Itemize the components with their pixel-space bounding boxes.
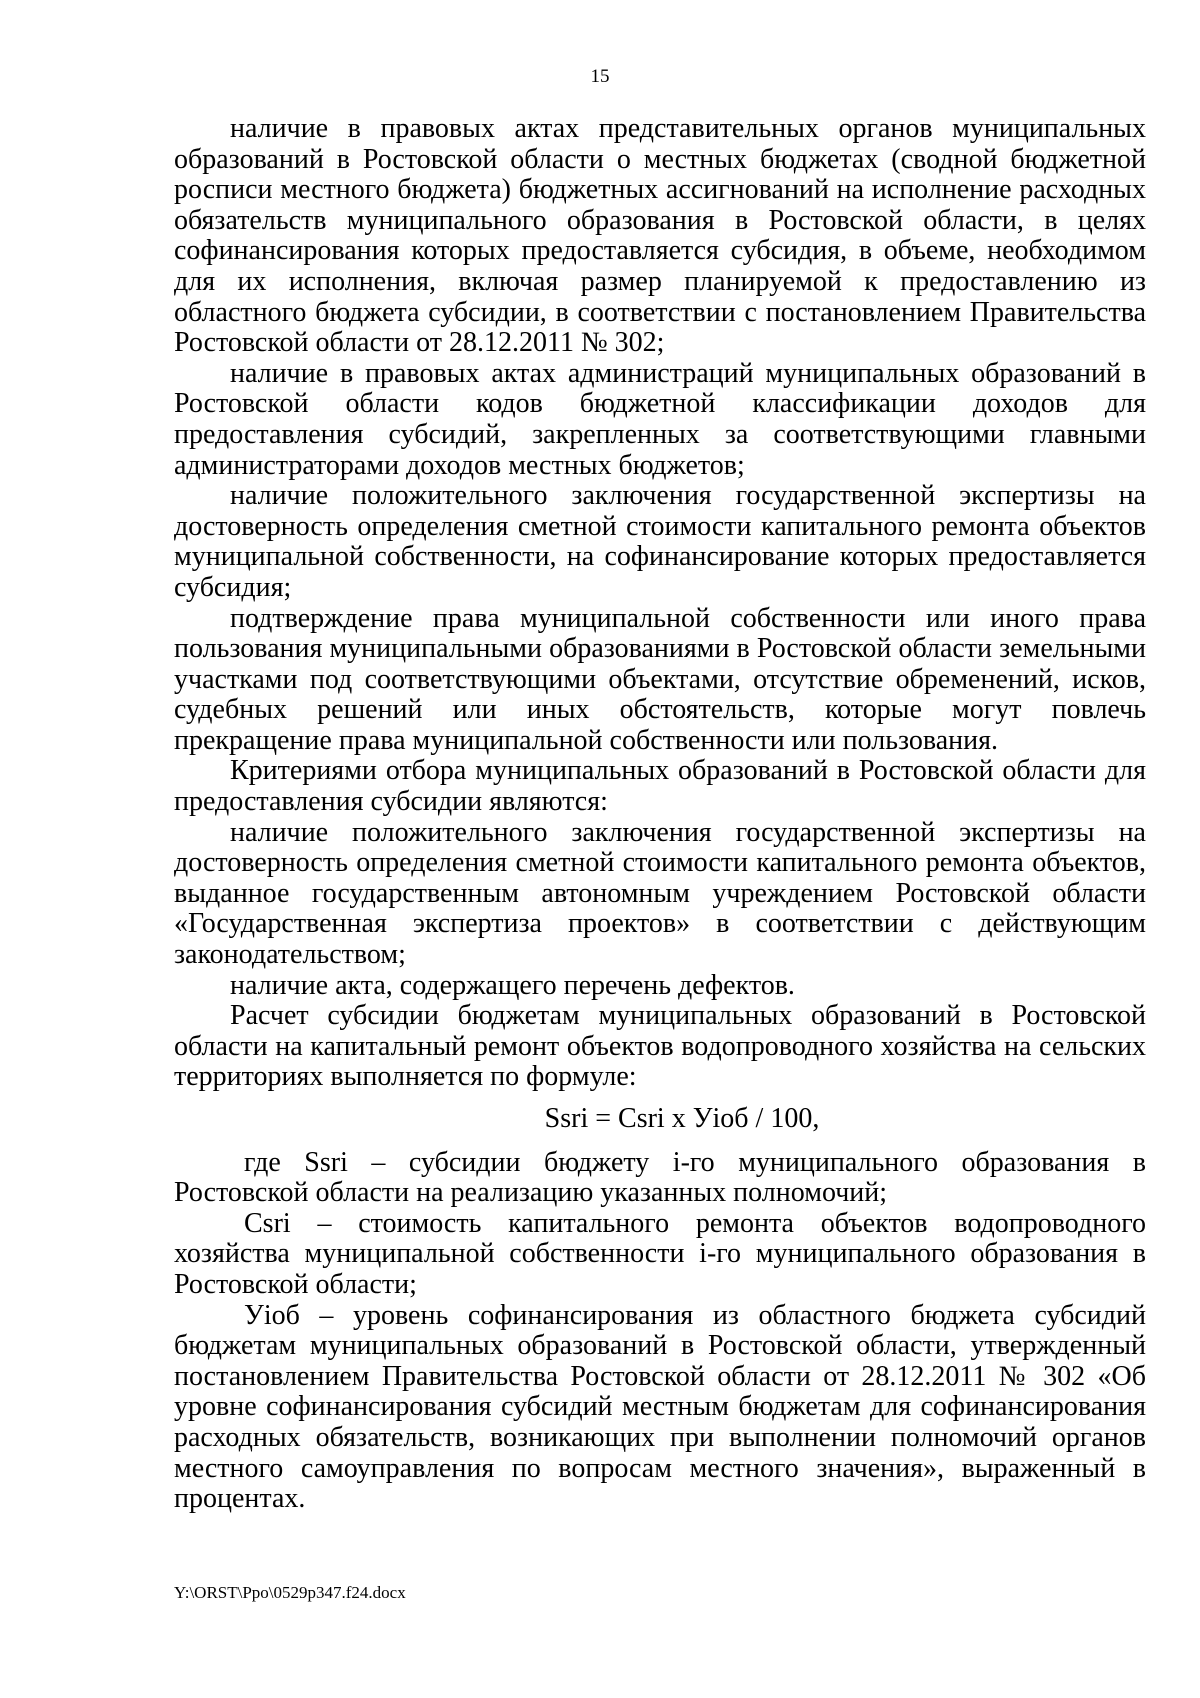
paragraph-budget-allocations: наличие в правовых актах представительных органов муниципальных образований в Ростовской области о местных бюджетах (сводной бюджетной росписи местного бюджета) бюджетных ассигнований на исполнение расходных обязательств муниципального образования в Ростовской области, в целях софинансирования которых предоставляется субсидия, в объеме, необходимом для их исполнения, включая размер планируемой к предоставлению из областного бюджета субсидии, в соответствии с постановлением Правительства Ростовской области от 28.12.2011 № 302; bbox=[174, 113, 1146, 359]
paragraph-property-rights: подтверждение права муниципальной собственности или иного права пользования муниципальными образованиями в Ростовской области земельными участками под соответствующими объектами, отсутствие обременений, исков, судебных решений или иных обстоятельств, которые могут повлечь прекращение права муниципальной собственности или пользования. bbox=[174, 602, 1146, 756]
footer-file-path: Y:\ORST\Ppo\0529p347.f24.docx bbox=[174, 1583, 406, 1602]
paragraph-defects-act: наличие акта, содержащего перечень дефектов. bbox=[230, 969, 795, 1001]
page-number: 15 bbox=[590, 66, 610, 87]
paragraph-selection-criteria: Критериями отбора муниципальных образований в Ростовской области для предоставления субсидии являются: bbox=[174, 755, 1146, 818]
definition-csri: Csri – стоимость капитального ремонта объектов водопроводного хозяйства муниципальной собственности i-го муниципального образования в Ростовской области; bbox=[174, 1207, 1146, 1300]
paragraph-calculation-intro: Расчет субсидии бюджетам муниципальных образований в Ростовской области на капитальный ремонт объектов водопроводного хозяйства на сельских территориях выполняется по формуле: bbox=[174, 1000, 1146, 1093]
subsidy-formula: Ssri = Csri х Уioб / 100, bbox=[544, 1103, 820, 1134]
paragraph-expertise-conclusion: наличие положительного заключения государственной экспертизы на достоверность определения сметной стоимости капитального ремонта объектов муниципальной собственности, на софинансирование которых предоставляется субсидия; bbox=[174, 480, 1146, 603]
definition-uiob: Уioб – уровень софинансирования из областного бюджета субсидий бюджетам муниципальных образований в Ростовской области, утвержденный постановлением Правительства Ростовской области от 28.12.2011 № 302 «Об уровне софинансирования субсидий местным бюджетам для софинансирования расходных обязательств, возникающих при выполнении полномочий органов местного самоуправления по вопросам местного значения», выраженный в процентах. bbox=[174, 1299, 1146, 1515]
definition-ssri: где Ssri – субсидии бюджету i-го муниципального образования в Ростовской области на реализацию указанных полномочий; bbox=[174, 1146, 1146, 1209]
paragraph-criteria-expertise: наличие положительного заключения государственной экспертизы на достоверность определения сметной стоимости капитального ремонта объектов, выданное государственным автономным учреждением Ростовской области «Государственная экспертиза проектов» в соответствии с действующим законодательством; bbox=[174, 816, 1146, 971]
document-body bbox=[174, 114, 1146, 1515]
paragraph-classification-codes: наличие в правовых актах администраций муниципальных образований в Ростовской области кодов бюджетной классификации доходов для предоставления субсидий, закрепленных за соответствующими главными администраторами доходов местных бюджетов; bbox=[174, 357, 1146, 481]
